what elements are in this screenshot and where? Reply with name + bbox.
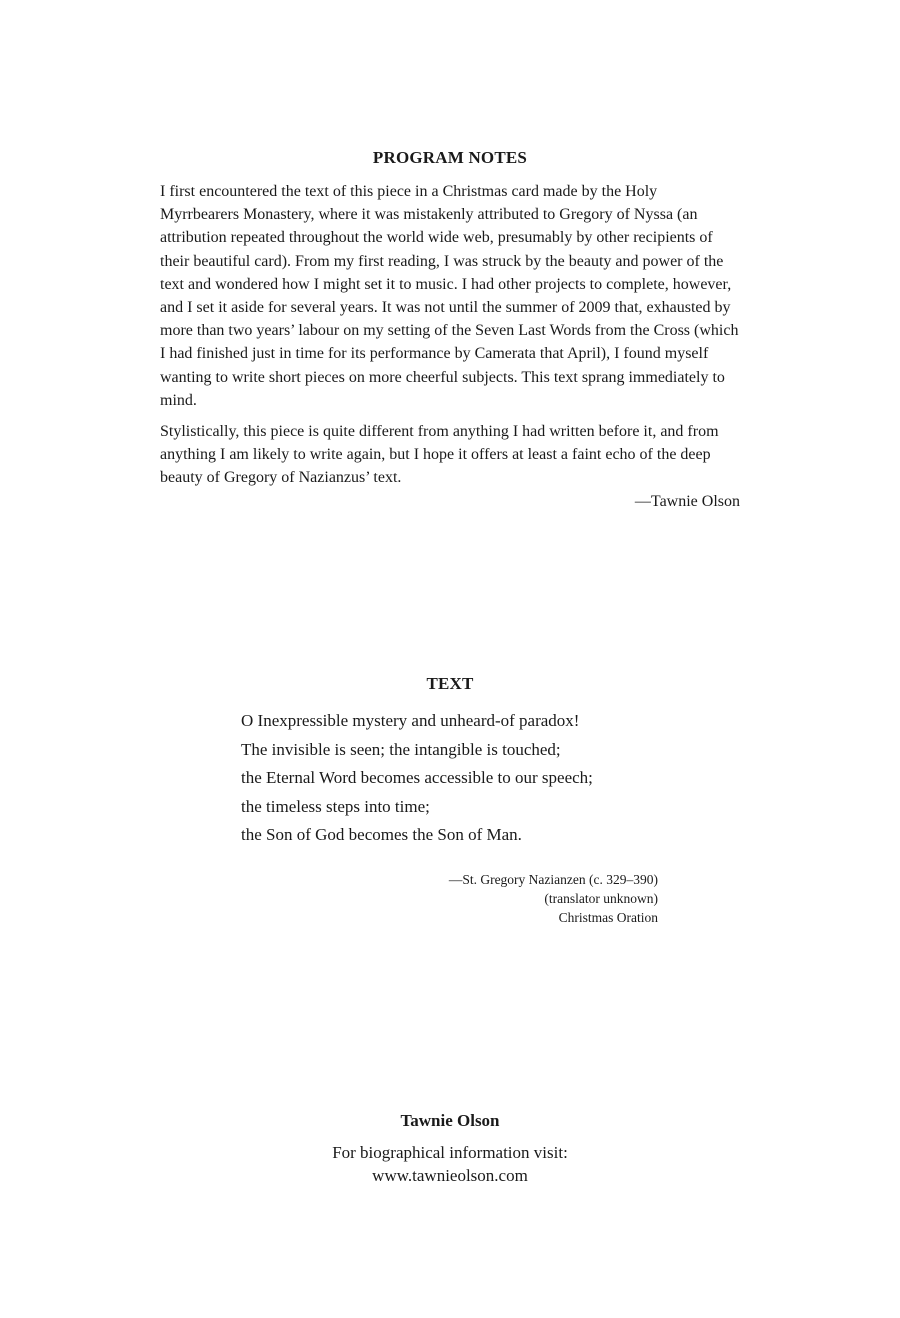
program-notes-signature: —Tawnie Olson xyxy=(634,492,740,510)
text-attribution xyxy=(360,870,658,927)
attribution-author: —St. Gregory Nazianzen (c. 329–390) xyxy=(448,872,658,887)
text-heading: TEXT xyxy=(426,674,474,693)
program-notes-body xyxy=(160,180,740,521)
bio-section xyxy=(0,1111,900,1187)
program-notes-paragraph-1: I first encountered the text of this piece in a Christmas card made by the Holy Myrrbearers Monastery, where it was mistakenly attributed to Gregory of Nyssa (an attribution repeated throughout the world wide web, presumably by other recipients of their beautiful card). From my first reading, I was struck by the beauty and power of the text and wondered how I might set it to music. I had other projects to complete, however, and I set it aside for several years. It was not until the summer of 2009 that, exhausted by more than two years’ labour on my setting of the Seven Last Words from the Cross (which I had finished just in time for its performance by Camerata that April), I found myself wanting to write short pieces on more cheerful subjects. This text sprang immediately to mind. xyxy=(160,183,739,409)
text-line: the Son of God becomes the Son of Man. xyxy=(241,825,522,844)
text-line: O Inexpressible mystery and unheard-of paradox! xyxy=(241,711,580,730)
text-line: the Eternal Word becomes accessible to our speech; xyxy=(241,768,593,787)
attribution-source: Christmas Oration xyxy=(558,910,658,925)
program-notes-heading: PROGRAM NOTES xyxy=(372,148,528,167)
text-body xyxy=(241,707,701,850)
bio-info-line: For biographical information visit: xyxy=(332,1143,568,1162)
attribution-translator: (translator unknown) xyxy=(544,891,658,906)
bio-website: www.tawnieolson.com xyxy=(372,1166,528,1185)
text-line: The invisible is seen; the intangible is touched; xyxy=(241,739,561,759)
composer-name: Tawnie Olson xyxy=(400,1111,500,1130)
program-notes-paragraph-2: Stylistically, this piece is quite different from anything I had written before it, and from anything I am likely to write again, but I hope it offers at least a faint echo of the deep beauty of Gregory of Nazianzus’ text. xyxy=(160,423,719,487)
text-line: the timeless steps into time; xyxy=(241,796,430,816)
